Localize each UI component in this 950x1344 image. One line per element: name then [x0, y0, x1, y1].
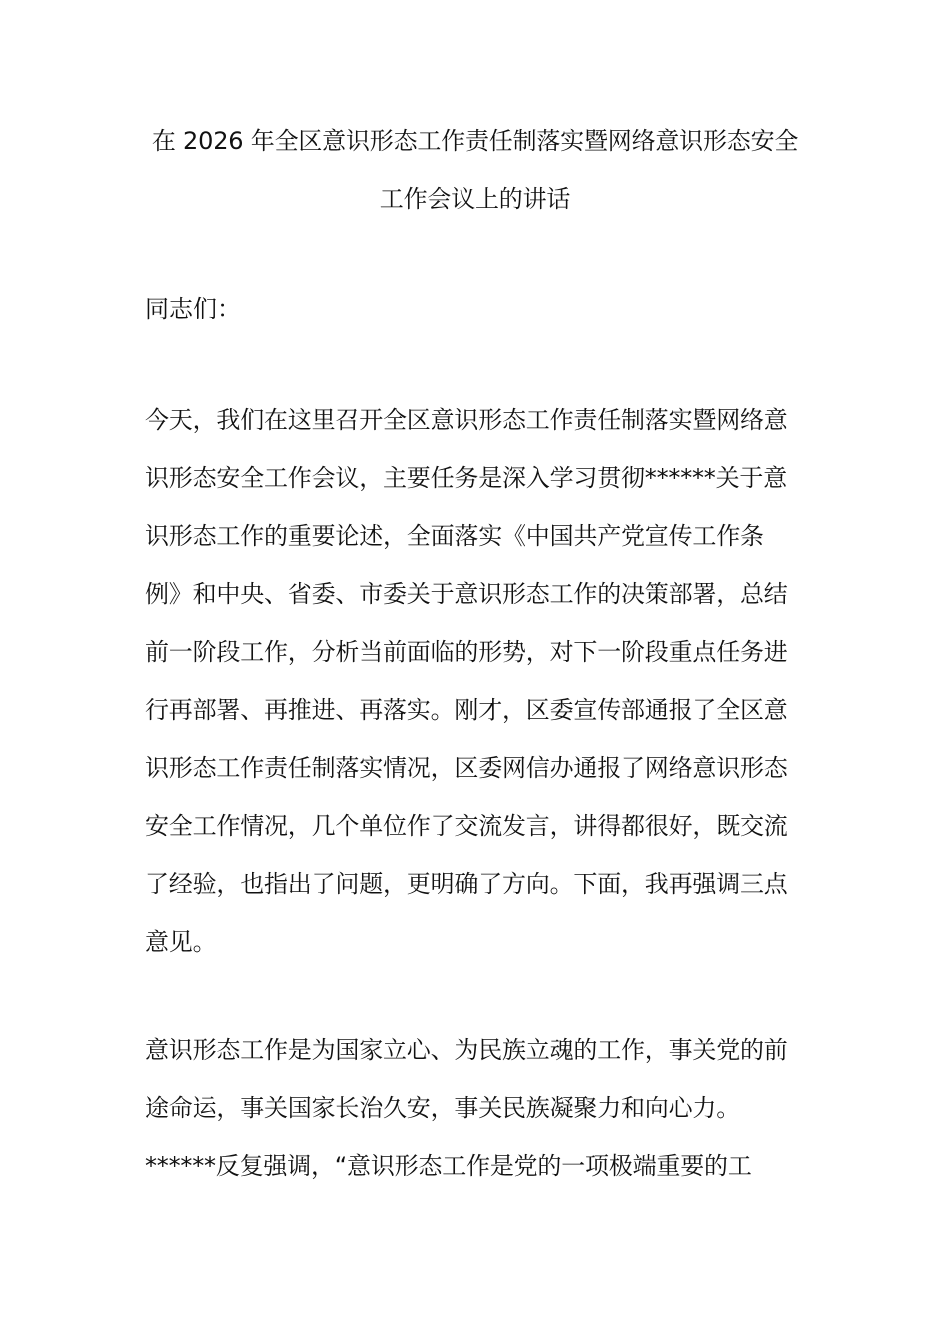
paragraph-line: ******反复强调，“意识形态工作是党的一项极端重要的工 [145, 1152, 752, 1180]
paragraph-line: 安全工作情况，几个单位作了交流发言，讲得都很好，既交流 [145, 812, 788, 840]
paragraph-line: 意见。 [145, 928, 217, 956]
body-paragraph-1 [145, 391, 805, 971]
paragraph-line: 例》和中央、省委、市委关于意识形态工作的决策部署，总结 [145, 580, 788, 608]
paragraph-line: 了经验，也指出了问题，更明确了方向。下面，我再强调三点 [145, 870, 788, 898]
paragraph-line: 前一阶段工作，分析当前面临的形势，对下一阶段重点任务进 [145, 638, 788, 666]
paragraph-line: 识形态工作的重要论述，全面落实《中国共产党宣传工作条 [145, 522, 764, 550]
paragraph-line: 途命运，事关国家长治久安，事关民族凝聚力和向心力。 [145, 1094, 740, 1122]
paragraph-line: 识形态工作责任制落实情况，区委网信办通报了网络意识形态 [145, 754, 788, 782]
paragraph-line: 识形态安全工作会议，主要任务是深入学习贯彻******关于意 [145, 464, 787, 492]
body-paragraph-2 [145, 1021, 805, 1195]
paragraph-line: 今天，我们在这里召开全区意识形态工作责任制落实暨网络意 [145, 406, 788, 434]
title-line-1: 在 2026 年全区意识形态工作责任制落实暨网络意识形态安全 [151, 127, 799, 155]
paragraph-line: 意识形态工作是为国家立心、为民族立魂的工作，事关党的前 [145, 1036, 788, 1064]
title-line-2: 工作会议上的讲话 [379, 185, 571, 213]
salutation: 同志们： [145, 295, 241, 323]
paragraph-line: 行再部署、再推进、再落实。刚才，区委宣传部通报了全区意 [145, 696, 788, 724]
document-title [140, 112, 810, 228]
